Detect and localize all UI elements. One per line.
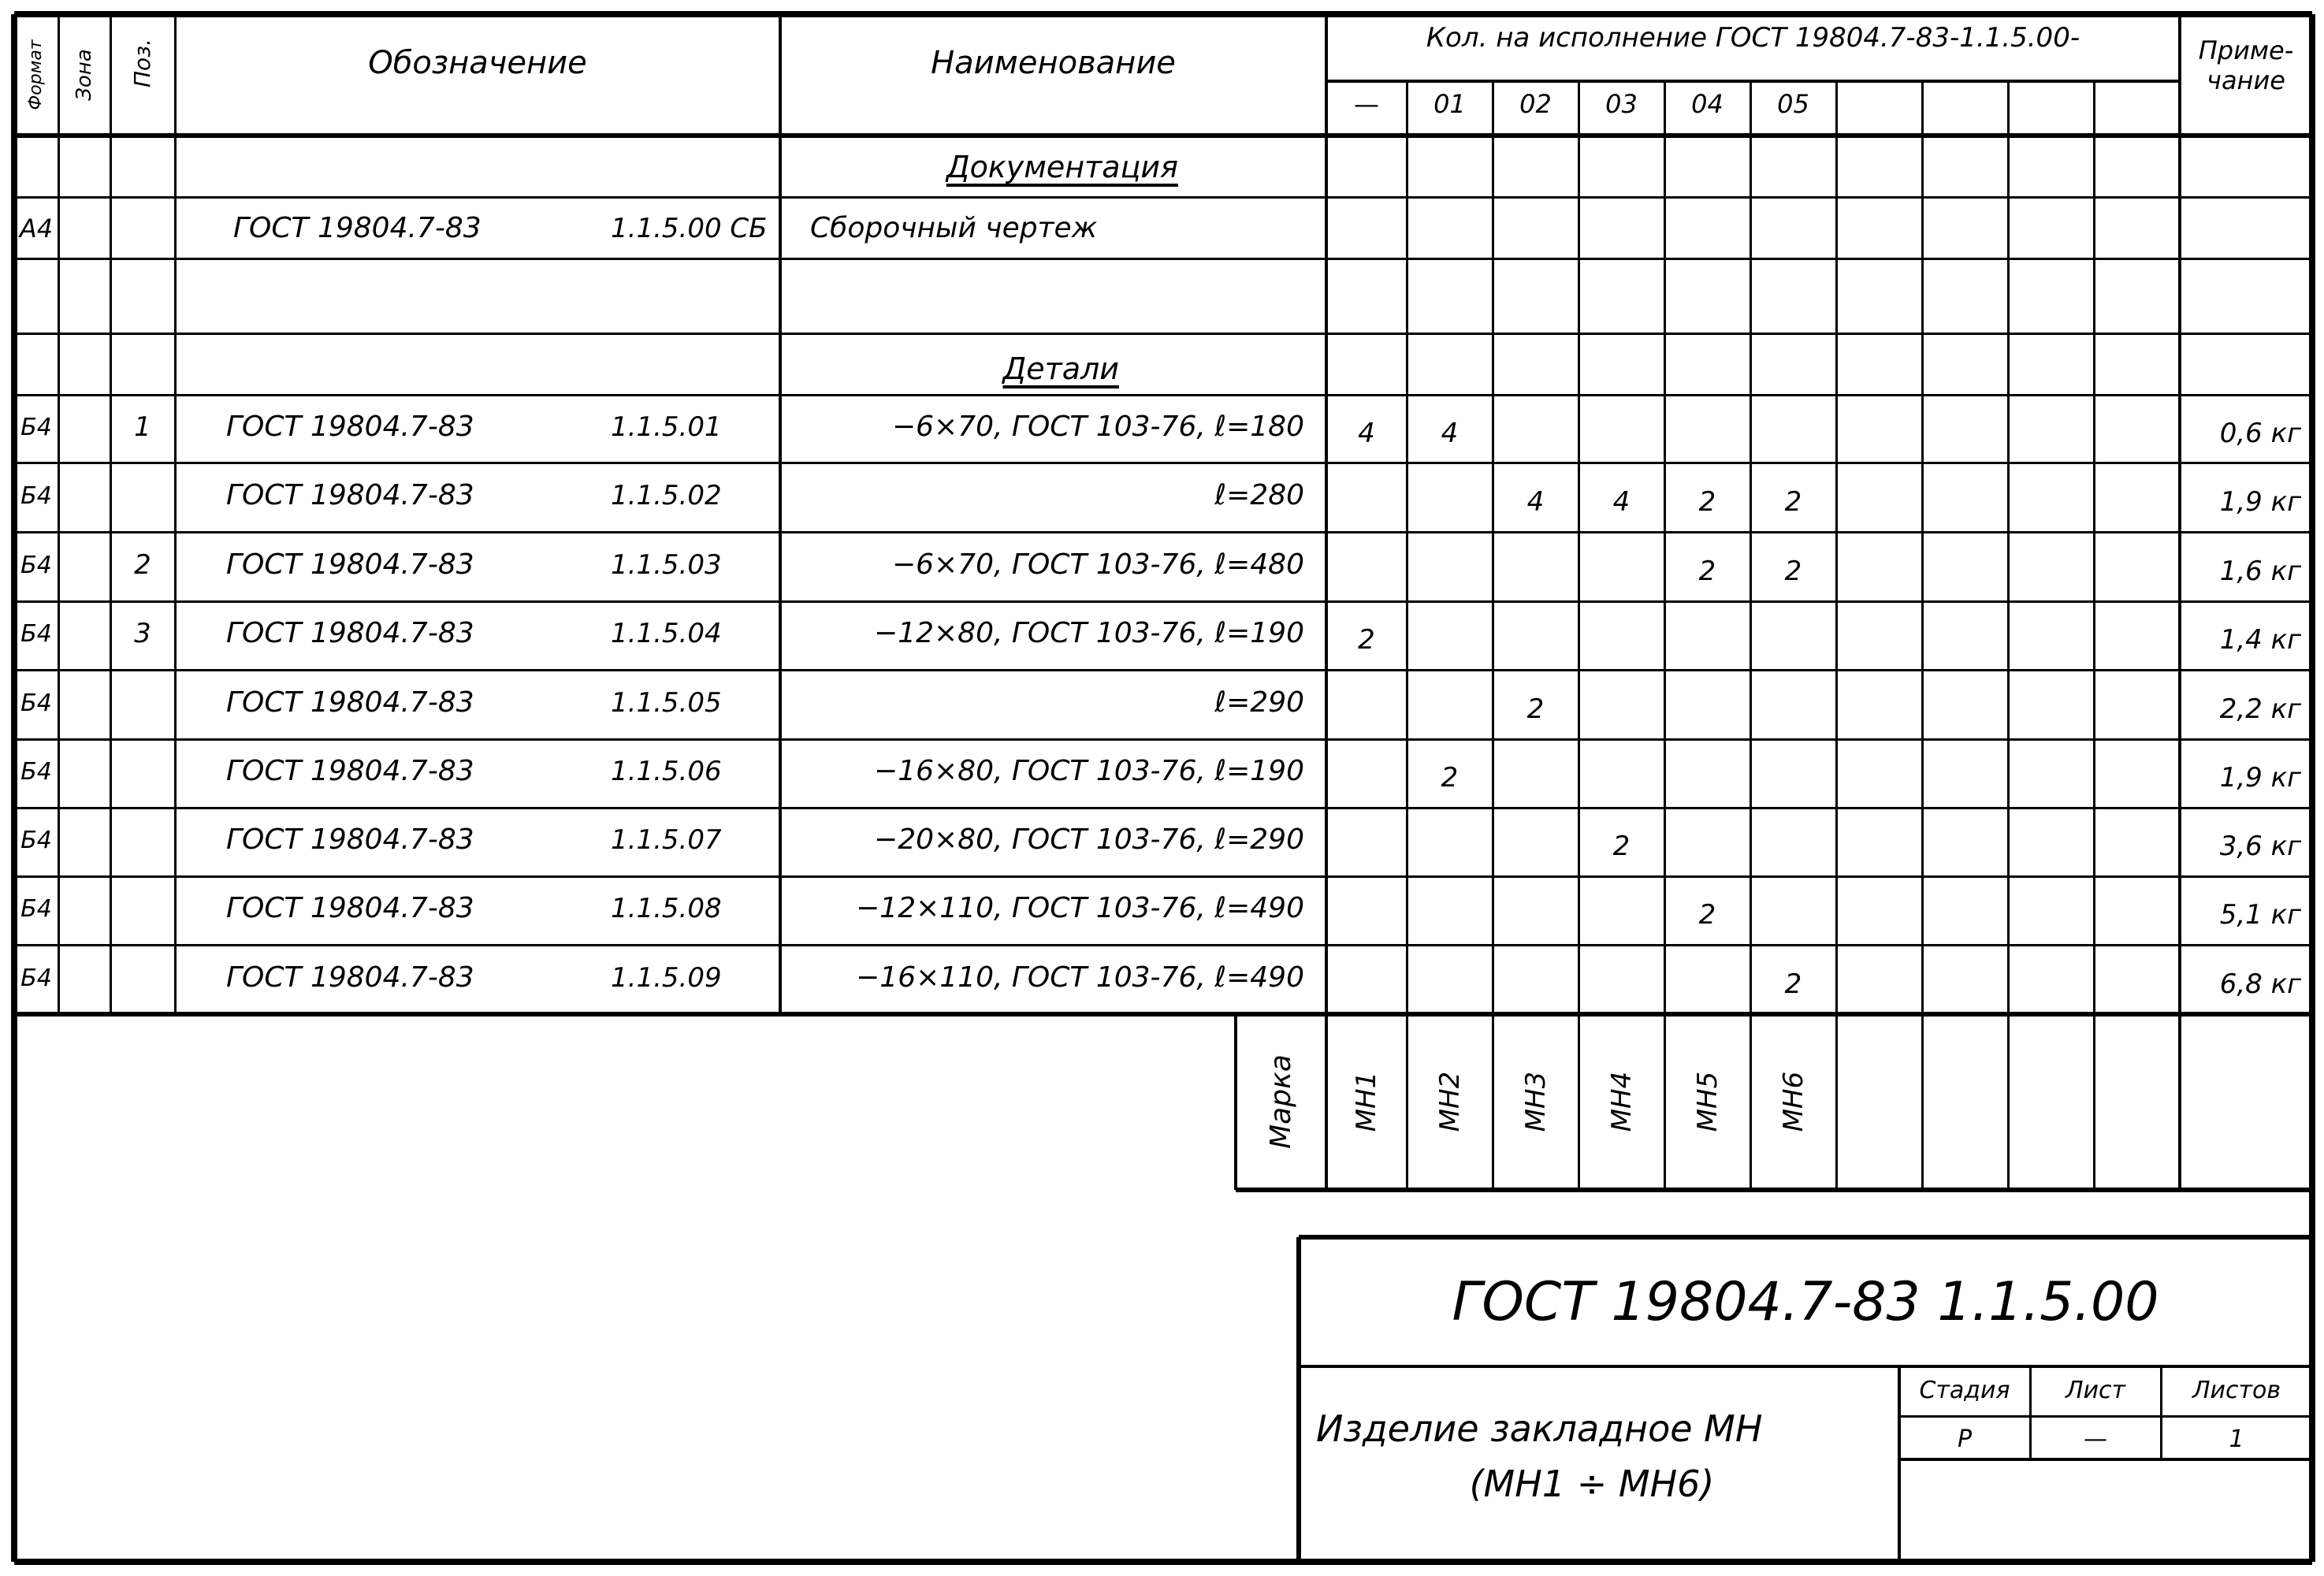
row-note: 6,8 кг <box>2219 968 2301 1001</box>
row-position: 3 <box>134 618 151 650</box>
header-variant: 05 <box>1777 89 1809 120</box>
doc-designation: ГОСТ 19804.7-83 <box>233 212 482 245</box>
row-designation: ГОСТ 19804.7-83 <box>226 961 474 994</box>
header-subdivider <box>1326 80 2180 83</box>
grid-line <box>174 14 177 1014</box>
row-note: 0,6 кг <box>2219 418 2301 450</box>
header-designation: Обозначение <box>368 45 587 81</box>
grid-line <box>1325 14 1328 1190</box>
row-quantity: 4 <box>1358 418 1375 450</box>
row-code: 1.1.5.07 <box>611 824 722 857</box>
row-format: Б4 <box>20 689 52 717</box>
row-line <box>14 394 2312 396</box>
row-note: 1,4 кг <box>2219 624 2301 656</box>
product-range: (МН1 ÷ МН6) <box>1469 1462 1715 1505</box>
mark-value: МН5 <box>1691 1071 1723 1132</box>
row-designation: ГОСТ 19804.7-83 <box>226 686 474 719</box>
header-variant: 01 <box>1433 89 1466 120</box>
row-name: −16×110, ГОСТ 103-76, ℓ=490 <box>856 961 1304 994</box>
row-quantity: 2 <box>1784 968 1802 1001</box>
mark-value: МН2 <box>1433 1071 1466 1132</box>
row-note: 1,9 кг <box>2219 762 2301 794</box>
row-designation: ГОСТ 19804.7-83 <box>226 892 474 925</box>
row-line <box>14 196 2312 199</box>
grid-line <box>2178 14 2181 1190</box>
grid-line <box>110 14 112 1014</box>
row-note: 1,6 кг <box>2219 556 2301 588</box>
grid-line <box>2007 81 2010 1190</box>
doc-format: А4 <box>19 214 54 244</box>
frame-bottom <box>14 1559 2312 1565</box>
header-bottom-line <box>14 133 2312 138</box>
sheet-value: — <box>2084 1425 2107 1453</box>
row-note: 3,6 кг <box>2219 831 2301 863</box>
row-format: Б4 <box>20 619 52 648</box>
mark-value: МН4 <box>1605 1071 1638 1132</box>
sheets-value: 1 <box>2229 1425 2244 1453</box>
row-quantity: 2 <box>1784 486 1802 519</box>
marks-label: Марка <box>1265 1054 1297 1149</box>
mark-value: МН3 <box>1519 1071 1552 1132</box>
grid-line <box>1835 81 1838 1190</box>
header-note: Приме- <box>2198 35 2294 66</box>
row-name: −12×80, ГОСТ 103-76, ℓ=190 <box>874 617 1304 650</box>
frame-top <box>14 11 2312 17</box>
row-code: 1.1.5.01 <box>611 411 722 444</box>
row-format: Б4 <box>20 757 52 786</box>
row-line <box>14 807 2312 809</box>
row-name: −6×70, ГОСТ 103-76, ℓ=480 <box>891 548 1304 582</box>
row-line <box>14 669 2312 671</box>
row-designation: ГОСТ 19804.7-83 <box>226 479 474 512</box>
row-designation: ГОСТ 19804.7-83 <box>226 755 474 788</box>
row-line <box>14 333 2312 335</box>
row-quantity: 4 <box>1612 486 1631 519</box>
row-position: 1 <box>134 411 151 444</box>
row-name: ℓ=290 <box>1214 686 1304 719</box>
row-note: 2,2 кг <box>2219 693 2301 726</box>
row-format: Б4 <box>20 964 52 992</box>
sheet-label: Лист <box>2065 1376 2126 1404</box>
header-format: Формат <box>26 39 46 110</box>
frame-right <box>2309 14 2315 1562</box>
header-variant: 04 <box>1691 89 1723 120</box>
row-format: Б4 <box>20 413 52 441</box>
row-quantity: 2 <box>1698 899 1716 931</box>
header-qty-title: Кол. на исполнение ГОСТ 19804.7-83-1.1.5.00- <box>1426 22 2080 54</box>
header-note: чание <box>2207 65 2285 96</box>
header-variant: — <box>1354 89 1379 120</box>
title-block-top <box>1299 1235 2312 1240</box>
row-code: 1.1.5.04 <box>611 618 722 650</box>
row-line <box>14 738 2312 741</box>
row-format: Б4 <box>20 826 52 854</box>
header-zone: Зона <box>73 49 96 101</box>
row-line <box>14 600 2312 603</box>
row-quantity: 2 <box>1441 762 1459 794</box>
row-code: 1.1.5.08 <box>611 893 722 925</box>
document-number: ГОСТ 19804.7-83 1.1.5.00 <box>1452 1270 2159 1333</box>
frame-left <box>11 14 17 1562</box>
grid-line <box>1492 81 1494 1190</box>
title-block-line <box>1899 1415 2312 1418</box>
grid-line <box>1921 81 1924 1190</box>
row-quantity: 2 <box>1526 693 1545 726</box>
row-quantity: 2 <box>1698 556 1716 588</box>
product-name: Изделие закладное МН <box>1316 1407 1763 1450</box>
row-designation: ГОСТ 19804.7-83 <box>226 823 474 857</box>
mark-value: МН6 <box>1777 1071 1809 1132</box>
mark-value: МН1 <box>1351 1071 1382 1132</box>
row-position: 2 <box>134 549 151 582</box>
row-name: −12×110, ГОСТ 103-76, ℓ=490 <box>856 892 1304 925</box>
table-bottom-line <box>14 1012 2312 1017</box>
row-line <box>14 944 2312 946</box>
row-name: −16×80, ГОСТ 103-76, ℓ=190 <box>874 755 1304 788</box>
grid-line <box>1664 81 1666 1190</box>
row-quantity: 2 <box>1698 486 1716 519</box>
row-format: Б4 <box>20 481 52 510</box>
row-code: 1.1.5.06 <box>611 756 722 788</box>
row-format: Б4 <box>20 551 52 579</box>
row-format: Б4 <box>20 894 52 923</box>
header-variant: 02 <box>1519 89 1552 120</box>
grid-line <box>1750 81 1752 1190</box>
row-quantity: 2 <box>1612 831 1631 863</box>
row-code: 1.1.5.02 <box>611 480 722 512</box>
row-quantity: 4 <box>1526 486 1545 519</box>
grid-line <box>1234 1014 1237 1190</box>
row-designation: ГОСТ 19804.7-83 <box>226 617 474 650</box>
stage-value: Р <box>1957 1425 1973 1453</box>
section-title: Документация <box>946 150 1178 185</box>
row-name: −20×80, ГОСТ 103-76, ℓ=290 <box>874 823 1304 857</box>
row-name: ℓ=280 <box>1214 479 1304 512</box>
row-line <box>14 875 2312 878</box>
row-designation: ГОСТ 19804.7-83 <box>226 548 474 582</box>
row-note: 5,1 кг <box>2219 899 2301 931</box>
grid-line <box>1578 81 1580 1190</box>
title-block-line <box>1899 1458 2312 1461</box>
row-name: −6×70, ГОСТ 103-76, ℓ=180 <box>891 411 1304 444</box>
grid-line <box>58 14 60 1014</box>
row-quantity: 2 <box>1784 556 1802 588</box>
row-code: 1.1.5.05 <box>611 687 722 719</box>
row-line <box>14 462 2312 464</box>
header-pos: Поз. <box>129 39 155 87</box>
row-line <box>14 531 2312 533</box>
section-title: Детали <box>1002 351 1119 387</box>
row-note: 1,9 кг <box>2219 486 2301 519</box>
marks-bottom-line <box>1236 1188 2312 1192</box>
row-designation: ГОСТ 19804.7-83 <box>226 411 474 444</box>
row-code: 1.1.5.09 <box>611 962 722 994</box>
header-name: Наименование <box>931 45 1176 81</box>
row-code: 1.1.5.03 <box>611 549 722 582</box>
stage-label: Стадия <box>1919 1376 2010 1404</box>
doc-code: 1.1.5.00 СБ <box>611 213 768 245</box>
grid-line <box>2093 81 2095 1190</box>
header-variant: 03 <box>1605 89 1638 120</box>
sheets-label: Листов <box>2192 1376 2281 1404</box>
row-quantity: 4 <box>1441 418 1459 450</box>
row-line <box>14 258 2312 260</box>
row-quantity: 2 <box>1358 624 1375 656</box>
doc-name: Сборочный чертеж <box>810 212 1098 245</box>
